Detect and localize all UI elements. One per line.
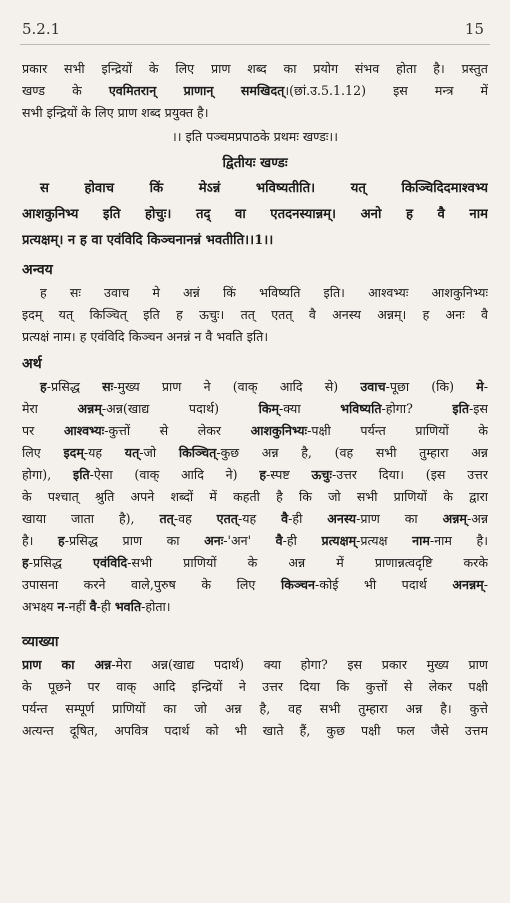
bold-term: उवाच <box>360 379 386 394</box>
bold-term: भविष्यति <box>340 401 382 416</box>
bold-term: नाम <box>412 533 430 548</box>
text-run: -ऐसा (वाक् आदि ने) <box>89 467 260 482</box>
text-run: -जो <box>139 445 179 460</box>
artha-paragraph <box>22 376 488 618</box>
text-run: -अन्न(खाद्य पदार्थ) <box>101 401 259 416</box>
vyakhya-line <box>22 654 488 676</box>
text-run: पर्यन्त सम्पूर्ण प्राणियों का जो अन्न है, वह सभी तुम्हारा अन्न है। कुत्ते <box>22 701 488 716</box>
text-run: अभक्ष्य <box>22 599 58 614</box>
bold-term: ह <box>58 533 65 548</box>
bold-term: सः <box>102 379 114 394</box>
bold-term: वै <box>281 511 289 526</box>
anvaya-line: प्रत्यक्षं नाम। ह एवंविदि किञ्चन अनन्नं न वै भवति इति। <box>22 329 269 344</box>
text-run: ।(छां.उ.5.1.12) इस मन्त्र में <box>284 83 488 98</box>
section-title: द्वितीयः खण्डः <box>222 155 288 171</box>
text-run: -कुछ अन्न है, (वह सभी तुम्हारा अन्न <box>216 445 488 460</box>
text-run: -सभी प्राणियों के अन्न में प्राणान्नत्वदृष्टि करके <box>127 555 488 570</box>
text-run: - <box>483 379 488 394</box>
bold-term: यत् <box>124 445 140 460</box>
text-run: - <box>483 577 488 592</box>
intro-paragraph <box>22 58 488 124</box>
verse-line: प्रत्यक्षम्। न ह वा एवंविदि किञ्चनानन्नं भवतीति।।1।। <box>22 233 274 248</box>
text-run: -प्रसिद्ध <box>46 379 103 394</box>
bold-term: इदम् <box>63 445 84 460</box>
artha-line <box>22 552 488 574</box>
intro-line <box>22 102 488 124</box>
bold-term: ह <box>40 379 47 394</box>
artha-line <box>22 596 488 618</box>
artha-heading: अर्थ <box>22 356 42 372</box>
bold-term: ह <box>22 555 29 570</box>
page-number: 15 <box>464 20 484 38</box>
text-run: -पक्षी पर्यन्त प्राणियों के <box>307 423 488 438</box>
text-run: सभी इन्द्रियों के लिए प्राण शब्द प्रयुक्त है। <box>22 105 209 120</box>
bold-term: अनन्नम् <box>452 577 484 592</box>
vyakhya-line <box>22 698 488 720</box>
text-run: -नाम है। <box>429 533 488 548</box>
text-run: -यह <box>83 445 125 460</box>
bold-term: अनस्य <box>327 511 357 526</box>
text-run: -ही <box>288 511 328 526</box>
vyakhya-paragraph <box>22 654 488 742</box>
bold-term: किञ्चन <box>280 577 316 592</box>
text-run: के पूछने पर वाक् आदि इन्द्रियों ने उत्तर दिया कि कुत्तों से लेकर पक्षी <box>22 679 488 694</box>
bold-term: आशकुनिभ्यः <box>250 423 308 438</box>
text-run: लिए <box>22 445 64 460</box>
text-run: उपासना करने वाले,पुरुष के लिए <box>22 577 281 592</box>
bold-term: तत् <box>159 511 174 526</box>
header-rule <box>20 44 490 45</box>
text-run: मेरा <box>22 401 78 416</box>
anvaya-line: इदम् यत् किञ्चित् इति ह ऊचुः। तत् एतत् वै अनस्य अन्नम्। ह अनः वै <box>22 307 488 322</box>
text-run: -उत्तर दिया। (इस उत्तर <box>331 467 488 482</box>
page-body <box>22 58 488 742</box>
artha-line <box>22 376 488 398</box>
text-run: -ही <box>96 599 115 614</box>
colophon: ।। इति पञ्चमप्रपाठके प्रथमः खण्डः।। <box>172 129 338 144</box>
text-run: -ही <box>282 533 322 548</box>
bold-term: अन्नम् <box>442 511 467 526</box>
text-run: -प्राण का <box>356 511 443 526</box>
intro-line <box>22 80 488 102</box>
bold-term: प्रत्यक्षम् <box>321 533 357 548</box>
artha-line <box>22 574 488 596</box>
section-number: 5.2.1 <box>22 20 61 38</box>
bold-term: किम् <box>258 401 280 416</box>
artha-line <box>22 486 488 508</box>
bold-term: एवंविदि <box>93 555 128 570</box>
artha-line <box>22 508 488 530</box>
verse-line: आशकुनिभ्य इति होचुः। तद् वा एतदनस्यान्नम्। अनो ह वै नाम <box>22 207 488 222</box>
text-run: के पश्चात् श्रुति अपने शब्दों में कहती है कि जो सभी प्राणियों के द्वारा <box>22 489 488 504</box>
anvaya-line: ह सः उवाच मे अन्नं किं भविष्यति इति। आश्वभ्यः आशकुनिभ्यः <box>40 285 488 300</box>
text-run: -कोई भी पदार्थ <box>315 577 453 592</box>
vyakhya-heading: व्याख्या <box>22 634 59 650</box>
text-run: -पूछा (कि) <box>385 379 477 394</box>
text-run: प्रकार सभी इन्द्रियों के लिए प्राण शब्द का प्रयोग संभव होता है। प्रस्तुत <box>22 61 488 76</box>
intro-line <box>22 58 488 80</box>
artha-line <box>22 464 488 486</box>
text-run: -प्रसिद्ध प्राण का <box>64 533 205 548</box>
text-run: अत्यन्त दूषित, अपवित्र पदार्थ को भी खाते हैं, कुछ पक्षी फल जैसे उत्तम <box>22 723 488 738</box>
bold-term: न <box>57 599 65 614</box>
text-run: होगा), <box>22 467 74 482</box>
bold-term: इति <box>73 467 90 482</box>
bold-term: वै <box>89 599 97 614</box>
bold-term: वै <box>275 533 283 548</box>
text-run: -प्रसिद्ध <box>28 555 94 570</box>
bold-term: एतत् <box>216 511 238 526</box>
bold-term: प्राण का अन्न <box>22 657 112 672</box>
text-run: -इस <box>469 401 488 416</box>
text-run: -वह <box>173 511 217 526</box>
text-run: -होता। <box>141 599 171 614</box>
text-run: -मुख्य प्राण ने (वाक् आदि से) <box>113 379 361 394</box>
text-run: -'अन' <box>223 533 276 548</box>
artha-line <box>22 420 488 442</box>
bold-term: आश्वभ्यः <box>63 423 105 438</box>
text-run: -यह <box>237 511 282 526</box>
bold-term: मे <box>476 379 484 394</box>
text-run: है। <box>22 533 59 548</box>
text-run: -प्रत्यक्ष <box>356 533 413 548</box>
text-run: खण्ड के <box>22 83 109 98</box>
text-run: -अन्न <box>466 511 488 526</box>
text-run: -स्पष्ट <box>266 467 312 482</box>
bold-term: अनः <box>204 533 224 548</box>
text-run: खाया जाता है), <box>22 511 160 526</box>
artha-line <box>22 442 488 464</box>
bold-term: इति <box>452 401 470 416</box>
vyakhya-line <box>22 720 488 742</box>
bold-term: अन्नम् <box>77 401 102 416</box>
artha-line <box>22 398 488 420</box>
vyakhya-line <box>22 676 488 698</box>
anvaya-paragraph <box>22 282 488 348</box>
bold-term: ह <box>259 467 267 482</box>
bold-term: एवमितरान् प्राणान् समखिदत् <box>108 83 285 98</box>
artha-line <box>22 530 488 552</box>
text-run: -क्या <box>279 401 341 416</box>
bold-term: किञ्चित् <box>178 445 217 460</box>
text-run: -कुत्तों से लेकर <box>104 423 251 438</box>
text-run: -होगा? <box>381 401 453 416</box>
text-run: -नहीं <box>64 599 90 614</box>
text-run: -मेरा अन्न(खाद्य पदार्थ) क्या होगा? इस प्रकार मुख्य प्राण <box>111 657 488 672</box>
bold-term: ऊचुः <box>311 467 332 482</box>
sanskrit-verse <box>22 176 488 254</box>
bold-term: भवति <box>114 599 142 614</box>
text-run: पर <box>22 423 64 438</box>
verse-line: स होवाच किं मेऽन्नं भविष्यतीति। यत् किञ्चिदिदमाश्वभ्य <box>40 181 488 196</box>
anvaya-heading: अन्वय <box>22 262 53 278</box>
